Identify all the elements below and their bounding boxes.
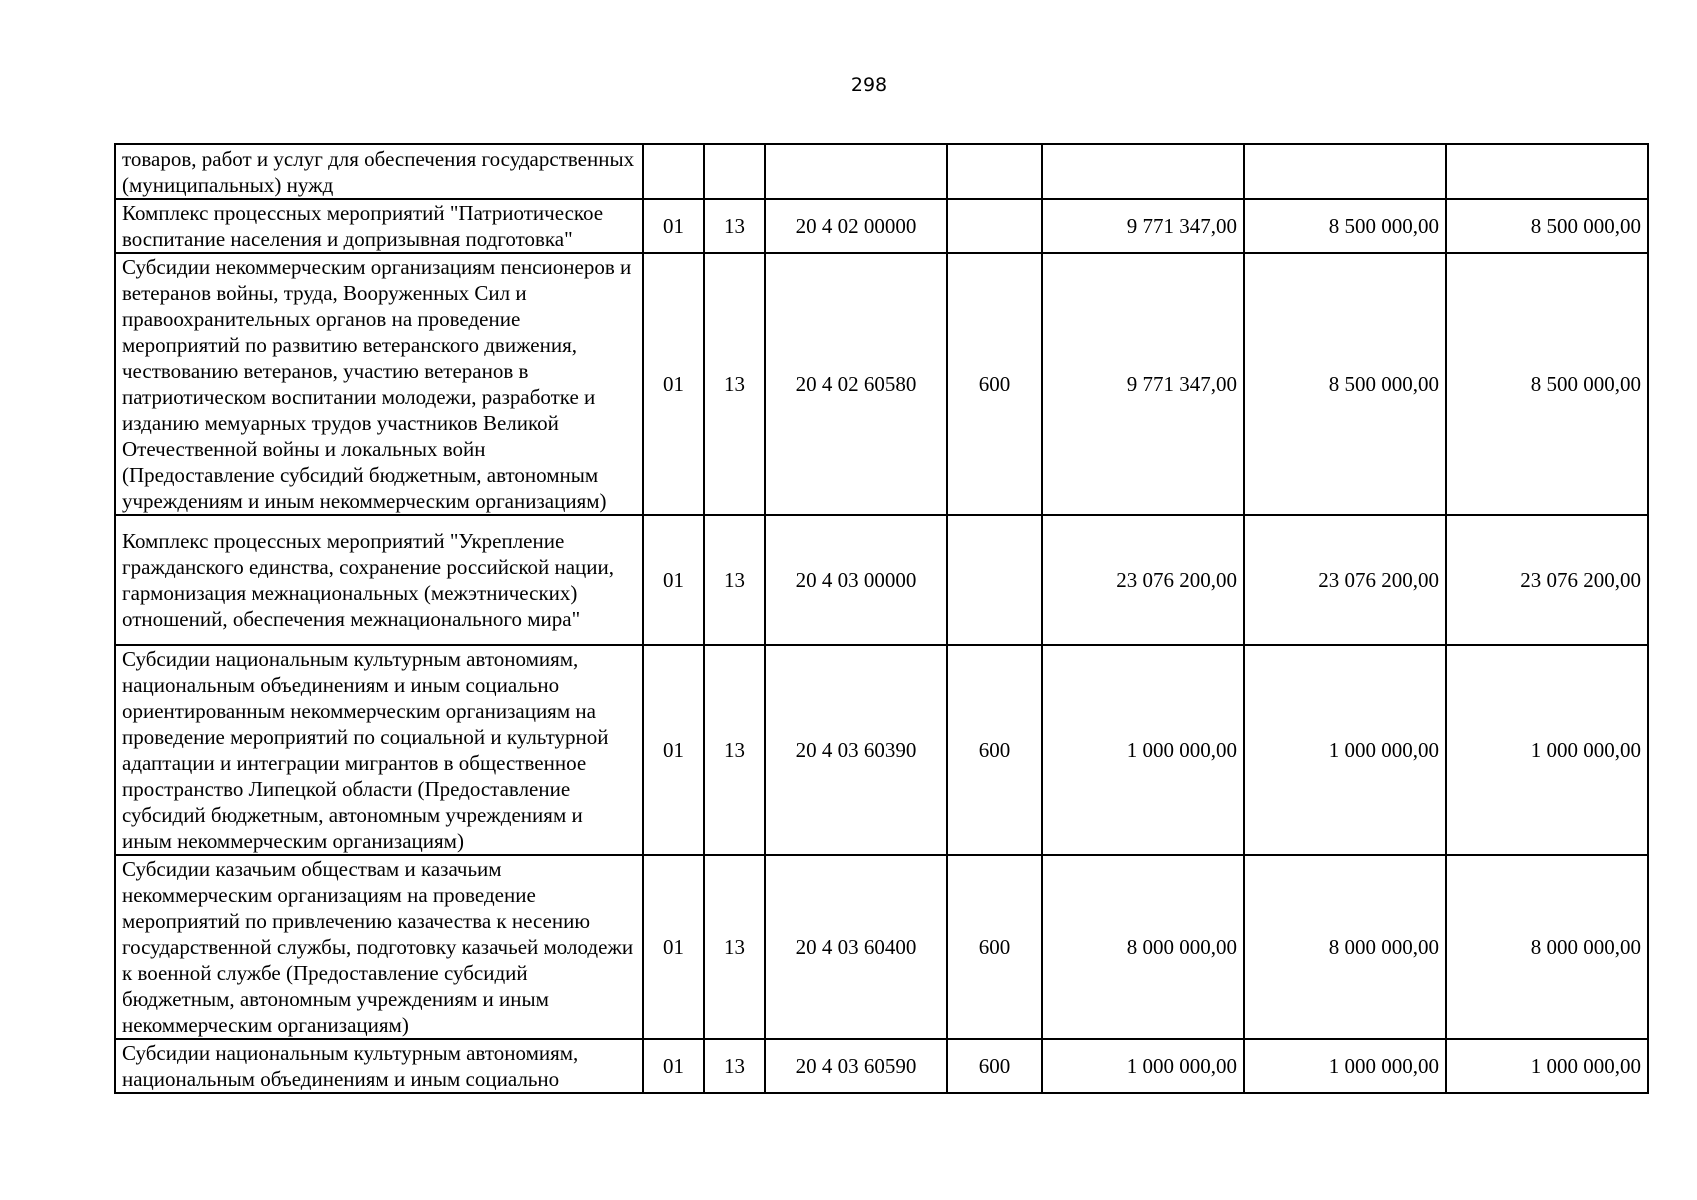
- row-amount-3: 1 000 000,00: [1446, 1039, 1648, 1093]
- row-amount-2: 23 076 200,00: [1244, 515, 1446, 645]
- row-target-code: 20 4 03 60390: [765, 645, 947, 855]
- row-name: Субсидии национальным культурным автономиям, национальным объединениям и иным социально ориентированным некоммерческим организациям на проведение мероприятий по социальной и культурной адаптации и интеграции мигрантов в общественное пространство Липецкой области (Предоставление субсидий бюджетным, автономным учреждениям и иным некоммерческим организациям): [115, 645, 643, 855]
- page-number: 298: [850, 74, 888, 96]
- table-row: [115, 253, 1648, 515]
- budget-table: [114, 143, 1649, 1094]
- row-amount-3: 1 000 000,00: [1446, 645, 1648, 855]
- row-name: Комплекс процессных мероприятий "Укрепление гражданского единства, сохранение российской нации, гармонизация межнациональных (межэтнических) отношений, обеспечения межнационального мира": [115, 515, 643, 645]
- row-section: 01: [643, 253, 704, 515]
- row-section: 01: [643, 645, 704, 855]
- row-section: 01: [643, 855, 704, 1039]
- row-amount-2: 1 000 000,00: [1244, 645, 1446, 855]
- row-target-code: 20 4 02 00000: [765, 199, 947, 253]
- row-subsection: 13: [704, 1039, 765, 1093]
- row-subsection: 13: [704, 645, 765, 855]
- row-expense-type: 600: [947, 253, 1042, 515]
- row-amount-2: 8 500 000,00: [1244, 253, 1446, 515]
- table-row: [115, 1039, 1648, 1093]
- row-amount-1: 8 000 000,00: [1042, 855, 1244, 1039]
- row-amount-3: 8 500 000,00: [1446, 199, 1648, 253]
- row-expense-type: 600: [947, 855, 1042, 1039]
- row-expense-type: [947, 144, 1042, 199]
- row-subsection: 13: [704, 199, 765, 253]
- table-row: [115, 855, 1648, 1039]
- row-name: товаров, работ и услуг для обеспечения государственных (муниципальных) нужд: [115, 144, 643, 199]
- table-row: [115, 515, 1648, 645]
- row-target-code: 20 4 03 00000: [765, 515, 947, 645]
- row-amount-1: 9 771 347,00: [1042, 199, 1244, 253]
- row-name: Субсидии казачьим обществам и казачьим некоммерческим организациям на проведение мероприятий по привлечению казачества к несению государственной службы, подготовку казачьей молодежи к военной службе (Предоставление субсидий бюджетным, автономным учреждениям и иным некоммерческим организациям): [115, 855, 643, 1039]
- row-section: 01: [643, 199, 704, 253]
- row-name: Субсидии национальным культурным автономиям, национальным объединениям и иным социально: [115, 1039, 643, 1093]
- row-target-code: 20 4 03 60400: [765, 855, 947, 1039]
- table-row: [115, 144, 1648, 199]
- row-amount-2: 8 500 000,00: [1244, 199, 1446, 253]
- row-subsection: 13: [704, 253, 765, 515]
- row-amount-3: [1446, 144, 1648, 199]
- row-amount-1: 23 076 200,00: [1042, 515, 1244, 645]
- row-target-code: 20 4 02 60580: [765, 253, 947, 515]
- row-amount-1: [1042, 144, 1244, 199]
- table-row: [115, 199, 1648, 253]
- row-amount-3: 8 000 000,00: [1446, 855, 1648, 1039]
- row-name: Комплекс процессных мероприятий "Патриотическое воспитание населения и допризывная подготовка": [115, 199, 643, 253]
- table-row: [115, 645, 1648, 855]
- row-expense-type: 600: [947, 645, 1042, 855]
- row-target-code: [765, 144, 947, 199]
- row-amount-2: 8 000 000,00: [1244, 855, 1446, 1039]
- row-amount-2: [1244, 144, 1446, 199]
- row-name: Субсидии некоммерческим организациям пенсионеров и ветеранов войны, труда, Вооруженных Сил и правоохранительных органов на проведение мероприятий по развитию ветеранского движения, чествованию ветеранов, участию ветеранов в патриотическом воспитании молодежи, разработке и изданию мемуарных трудов участников Великой Отечественной войны и локальных войн (Предоставление субсидий бюджетным, автономным учреждениям и иным некоммерческим организациям): [115, 253, 643, 515]
- row-target-code: 20 4 03 60590: [765, 1039, 947, 1093]
- row-subsection: 13: [704, 515, 765, 645]
- row-amount-1: 9 771 347,00: [1042, 253, 1244, 515]
- row-section: 01: [643, 1039, 704, 1093]
- row-subsection: [704, 144, 765, 199]
- row-amount-1: 1 000 000,00: [1042, 1039, 1244, 1093]
- row-amount-2: 1 000 000,00: [1244, 1039, 1446, 1093]
- row-section: 01: [643, 515, 704, 645]
- row-amount-3: 8 500 000,00: [1446, 253, 1648, 515]
- row-subsection: 13: [704, 855, 765, 1039]
- row-section: [643, 144, 704, 199]
- row-amount-1: 1 000 000,00: [1042, 645, 1244, 855]
- row-amount-3: 23 076 200,00: [1446, 515, 1648, 645]
- row-expense-type: [947, 199, 1042, 253]
- row-expense-type: 600: [947, 1039, 1042, 1093]
- row-expense-type: [947, 515, 1042, 645]
